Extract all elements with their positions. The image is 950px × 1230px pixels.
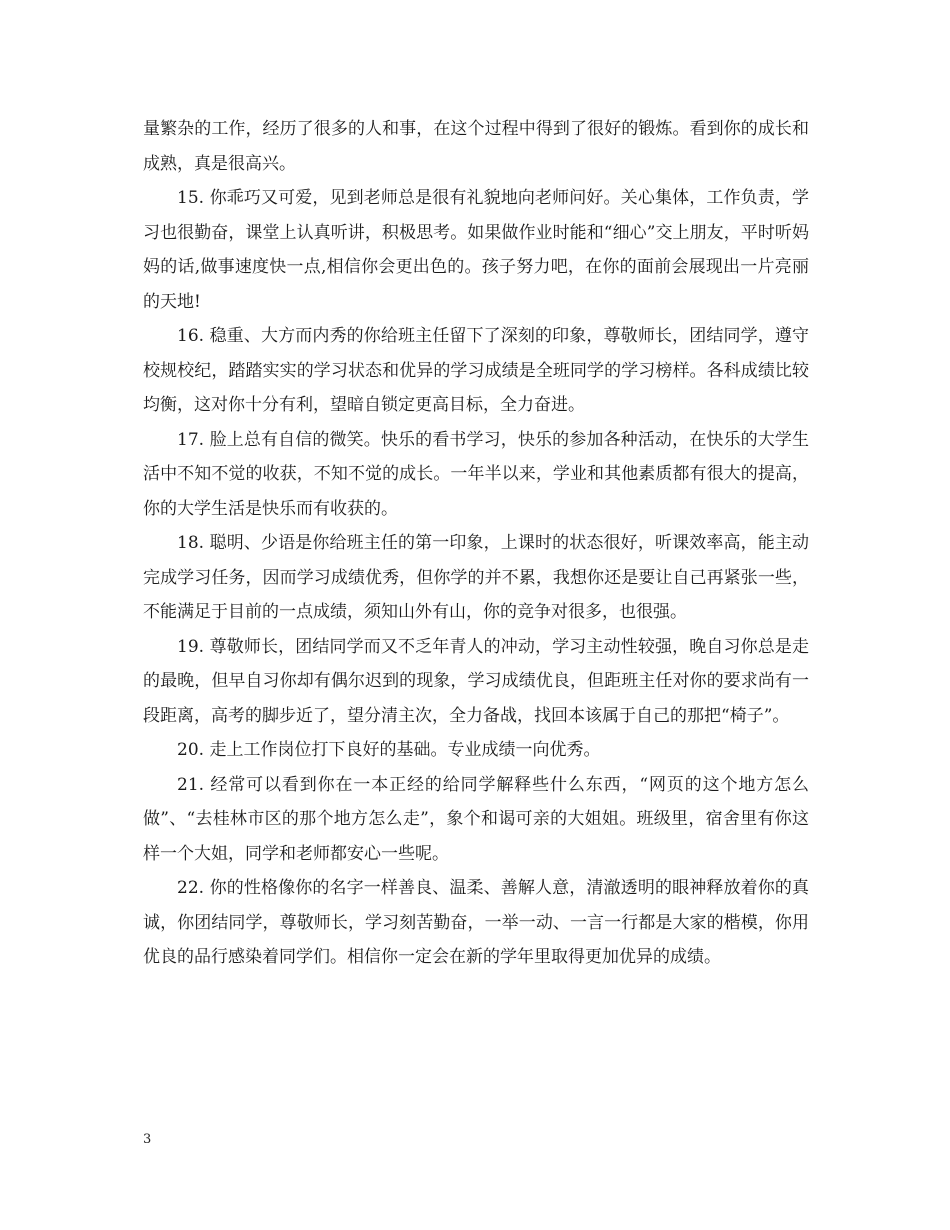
paragraph-item-18: 18. 聪明、少语是你给班主任的第一印象，上课时的状态很好，听课效率高，能主动完成学习任务，因而学习成绩优秀，但你学的并不累，我想你还是要让自己再紧张一些，不能满足于目前的一点成绩，须知山外有山，你的竞争对很多，也很强。 [143,533,809,622]
paragraph-item-22: 22. 你的性格像你的名字一样善良、温柔、善解人意，清澈透明的眼神释放着你的真诚，你团结同学，尊敬师长，学习刻苦勤奋，一举一动、一言一行都是大家的楷模，你用优良的品行感染着同学们。相信你一定会在新的学年里取得更加优异的成绩。 [143,878,809,967]
paragraph-item-15: 15. 你乖巧又可爱，见到老师总是很有礼貌地向老师问好。关心集体，工作负责，学习也很勤奋，课堂上认真听讲，积极思考。如果做作业时能和“细心”交上朋友，平时听妈妈的话,做事速度快一点,相信你会更出色的。孩子努力吧，在你的面前会展现出一片亮丽的天地! [143,188,809,312]
paragraph-item-19: 19. 尊敬师长，团结同学而又不乏年青人的冲动，学习主动性较强，晚自习你总是走的最晚，但早自习你却有偶尔迟到的现象，学习成绩优良，但距班主任对你的要求尚有一段距离，高考的脚步近了，望分清主次，全力备战，找回本该属于自己的那把“椅子”。 [143,636,809,726]
paragraph-item-21: 21. 经常可以看到你在一本正经的给同学解释些什么东西，“网页的这个地方怎么做”、“去桂林市区的那个地方怎么走”，象个和谒可亲的大姐姐。班级里，宿舍里有你这样一个大姐，同学和老师都安心一些呢。 [143,774,809,864]
paragraph-continued: 量繁杂的工作，经历了很多的人和事，在这个过程中得到了很好的锻炼。看到你的成长和成熟，真是很高兴。 [143,119,809,174]
page-number: 3 [143,1132,152,1147]
document-body [143,112,809,975]
paragraph-item-16: 16. 稳重、大方而内秀的你给班主任留下了深刻的印象，尊敬师长，团结同学，遵守校规校纪，踏踏实实的学习状态和优异的学习成绩是全班同学的学习榜样。各科成绩比较均衡，这对你十分有利，望暗自锁定更高目标，全力奋进。 [143,326,809,415]
paragraph-item-17: 17. 脸上总有自信的微笑。快乐的看书学习，快乐的参加各种活动，在快乐的大学生活中不知不觉的收获，不知不觉的成长。一年半以来，学业和其他素质都有很大的提高，你的大学生活是快乐而有收获的。 [143,429,809,519]
paragraph-item-20: 20. 走上工作岗位打下良好的基础。专业成绩一向优秀。 [177,740,601,760]
